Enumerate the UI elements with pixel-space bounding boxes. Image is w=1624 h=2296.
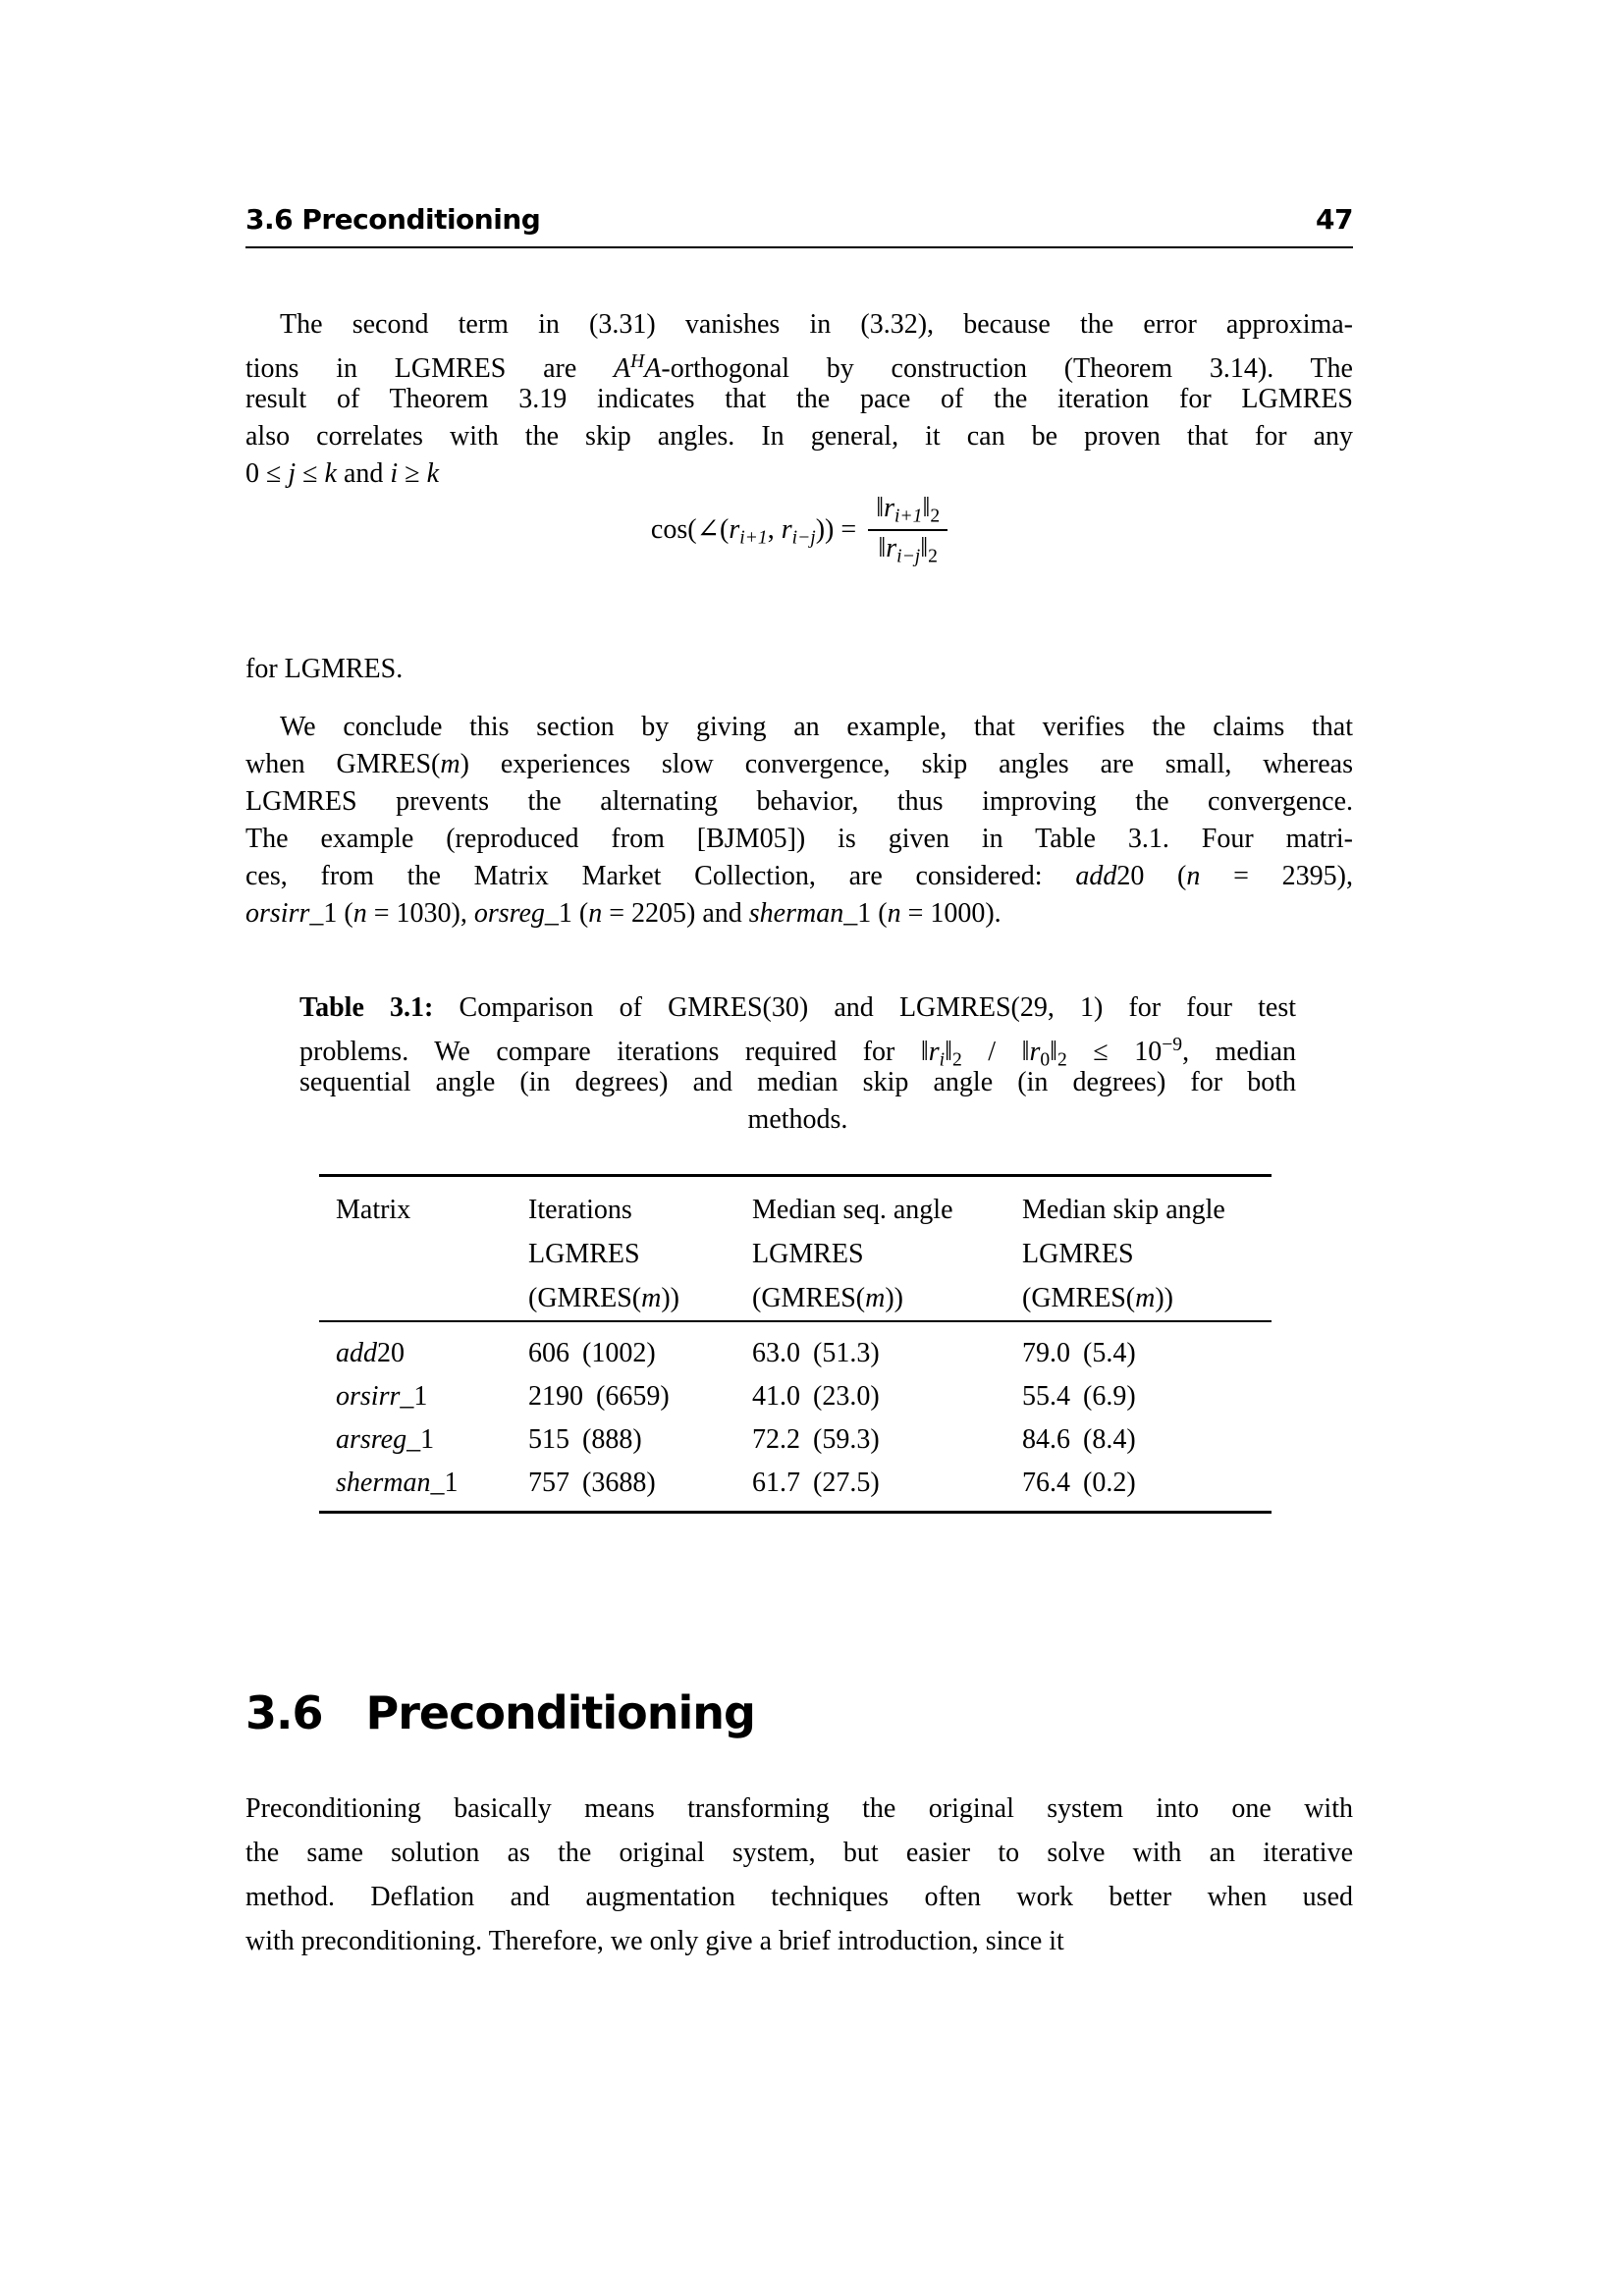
text-segment: The second term in (3.31) vanishes in (3.32), because the error approxima- <box>280 309 1353 340</box>
text-segment: r <box>884 493 894 523</box>
text-segment: LGMRES prevents the alternating behavior, thus improving the convergence. <box>245 786 1353 817</box>
value-cell <box>752 1462 1022 1505</box>
text-segment: n <box>887 898 901 929</box>
cell-value: 41.0 <box>752 1381 800 1412</box>
paragraph-intro <box>245 306 1353 493</box>
table-header-column <box>1022 1188 1272 1320</box>
text-segment: Comparison of GMRES(30) and LGMRES(29, 1) for four test <box>433 992 1296 1023</box>
text-segment: ≤ <box>296 458 325 489</box>
text-segment: i <box>390 458 399 489</box>
matrix-name-cell <box>319 1418 528 1462</box>
text-segment: the same solution as the original system, but easier to solve with an iterative <box>245 1838 1353 1868</box>
cell-value: 2190 <box>528 1381 583 1412</box>
running-header-page-number: 47 <box>1316 203 1353 236</box>
text-segment: = 2205) and <box>602 898 749 929</box>
text-segment: sherman <box>336 1468 431 1498</box>
cell-paren-value: (6.9) <box>1083 1381 1136 1412</box>
text-segment: n <box>1186 861 1201 891</box>
text-line <box>245 709 1353 746</box>
text-segment: _1 ( <box>309 898 353 929</box>
text-segment: r <box>886 533 897 564</box>
text-segment: / ‖ <box>961 1036 1030 1067</box>
text-segment: tions in LGMRES are <box>245 352 615 384</box>
text-segment: _1 <box>400 1381 428 1412</box>
cell-value: 757 <box>528 1468 569 1498</box>
text-segment: methods. <box>747 1104 848 1135</box>
equation-fraction <box>868 491 947 570</box>
text-segment: Iterations <box>528 1195 632 1225</box>
text-segment: sequential angle (in degrees) and median skip angle (in degrees) for both <box>299 1067 1296 1097</box>
text-line <box>245 895 1353 933</box>
table-header <box>319 1177 1272 1322</box>
text-line <box>245 1831 1353 1875</box>
for-lgmres-line: for LGMRES. <box>245 654 404 684</box>
text-segment: LGMRES <box>1022 1239 1134 1269</box>
table-3-1 <box>319 1174 1272 1514</box>
cell-value: 76.4 <box>1022 1468 1070 1498</box>
text-segment: j <box>288 458 297 489</box>
text-segment: )) <box>1155 1283 1174 1313</box>
text-segment: = 1030), <box>366 898 474 929</box>
equation-denominator <box>870 531 946 569</box>
text-segment: method. Deflation and augmentation techniques often work better when used <box>245 1882 1353 1912</box>
value-cell <box>528 1375 752 1418</box>
cell-paren-value: (27.5) <box>813 1468 880 1498</box>
value-cell <box>752 1418 1022 1462</box>
text-line <box>299 1101 1296 1139</box>
text-segment: i−j <box>896 546 921 567</box>
text-segment: We conclude this section by giving an example, that verifies the claims that <box>280 712 1353 742</box>
text-segment: ≤ 10 <box>1066 1036 1163 1067</box>
text-segment: 20 ( <box>1116 861 1187 891</box>
text-segment: k <box>324 458 337 489</box>
text-segment: with preconditioning. Therefore, we only give a brief introduction, since it <box>245 1926 1064 1956</box>
cell-paren-value: (1002) <box>582 1338 656 1368</box>
value-cell <box>528 1462 752 1505</box>
text-segment: 2 <box>1057 1049 1067 1071</box>
matrix-name-cell <box>319 1462 528 1505</box>
text-segment: ‖ <box>945 1036 952 1067</box>
text-segment: 2 <box>951 1049 962 1071</box>
text-segment: k <box>426 458 439 489</box>
text-segment: i <box>939 1049 946 1071</box>
text-segment: )) <box>661 1283 680 1313</box>
text-segment: _1 <box>406 1424 435 1455</box>
text-segment: = 2395), <box>1200 861 1353 891</box>
value-cell <box>752 1332 1022 1375</box>
text-segment: r <box>729 513 740 545</box>
table-header-line <box>528 1232 752 1276</box>
text-line <box>245 344 1353 384</box>
table-row <box>319 1462 1272 1505</box>
text-segment: also correlates with the skip angles. In general, it can be proven that for any <box>245 421 1353 452</box>
table-header-column <box>319 1188 528 1320</box>
text-segment: 0 <box>1040 1049 1051 1071</box>
text-segment: 0 ≤ <box>245 458 289 489</box>
text-segment: arsreg <box>336 1424 407 1455</box>
equation-numerator <box>868 491 947 529</box>
text-segment: result of Theorem 3.19 indicates that the pace of the iteration for LGMRES <box>245 384 1353 414</box>
text-segment: -orthogonal by construction (Theorem 3.14). The <box>661 352 1353 384</box>
text-line <box>245 746 1353 783</box>
cell-value: 55.4 <box>1022 1381 1070 1412</box>
value-cell <box>1022 1462 1272 1505</box>
text-line <box>245 1875 1353 1919</box>
paragraph-example <box>245 709 1353 933</box>
text-segment: Median skip angle <box>1022 1195 1225 1225</box>
table-caption <box>299 989 1296 1139</box>
text-segment: r <box>1029 1036 1041 1067</box>
text-line <box>299 989 1296 1027</box>
text-segment: (GMRES( <box>1022 1283 1136 1313</box>
value-cell <box>1022 1375 1272 1418</box>
text-segment: (GMRES( <box>752 1283 866 1313</box>
cell-paren-value: (5.4) <box>1083 1338 1136 1368</box>
text-segment: LGMRES <box>528 1239 640 1269</box>
text-segment: ‖ <box>876 493 885 523</box>
text-segment: , <box>767 513 782 545</box>
text-segment: i−j <box>791 527 816 549</box>
text-segment: 20 <box>377 1338 405 1368</box>
cell-paren-value: (23.0) <box>813 1381 880 1412</box>
running-header <box>245 203 1353 236</box>
text-segment: orsirr <box>245 898 310 929</box>
text-segment: m <box>865 1283 886 1313</box>
cell-paren-value: (6659) <box>596 1381 670 1412</box>
table-header-line <box>1022 1188 1272 1232</box>
text-segment: Preconditioning basically means transforming the original system into one with <box>245 1793 1353 1824</box>
table-row <box>319 1375 1272 1418</box>
text-line <box>245 306 1353 344</box>
cell-value: 515 <box>528 1424 569 1455</box>
text-segment: and <box>336 458 391 489</box>
table-body <box>319 1322 1272 1511</box>
text-segment: = 1000). <box>900 898 1001 929</box>
text-segment: orsirr <box>336 1381 401 1412</box>
text-segment: −9 <box>1162 1035 1183 1055</box>
text-segment: , median <box>1182 1036 1297 1067</box>
value-cell <box>1022 1418 1272 1462</box>
text-segment: m <box>641 1283 662 1313</box>
text-line <box>299 1064 1296 1101</box>
text-segment: _1 ( <box>843 898 888 929</box>
text-segment: n <box>352 898 367 929</box>
value-cell <box>528 1332 752 1375</box>
text-segment: ces, from the Matrix Market Collection, are considered: <box>245 861 1076 891</box>
table-header-line <box>528 1276 752 1320</box>
cell-paren-value: (59.3) <box>813 1424 880 1455</box>
text-segment: add <box>1075 861 1117 891</box>
text-segment: )) <box>885 1283 904 1313</box>
paragraph-preconditioning <box>245 1787 1353 1963</box>
text-segment: H <box>630 351 645 372</box>
text-line <box>245 858 1353 895</box>
cell-paren-value: (51.3) <box>813 1338 880 1368</box>
text-segment: The example (reproduced from [BJM05]) is given in Table 3.1. Four matri- <box>245 824 1353 854</box>
text-segment: m <box>440 749 460 779</box>
text-segment: ‖ <box>878 533 887 564</box>
cell-paren-value: (0.2) <box>1083 1468 1136 1498</box>
text-segment: add <box>336 1338 377 1368</box>
text-line <box>245 418 1353 455</box>
text-segment: m <box>1135 1283 1156 1313</box>
table-header-line <box>752 1232 1022 1276</box>
table-header-column <box>752 1188 1022 1320</box>
table-header-line <box>1022 1232 1272 1276</box>
text-segment: i+1 <box>739 527 768 549</box>
section-number: 3.6 <box>245 1686 323 1739</box>
text-segment: 2 <box>930 506 941 527</box>
text-segment: when GMRES( <box>245 749 441 779</box>
table-header-line <box>336 1188 528 1232</box>
text-segment: _1 <box>430 1468 459 1498</box>
text-segment: (GMRES( <box>528 1283 642 1313</box>
text-line <box>245 381 1353 418</box>
cell-value: 79.0 <box>1022 1338 1070 1368</box>
equation-skip-angle <box>245 491 1353 570</box>
section-heading <box>245 1686 755 1739</box>
text-segment: ‖ <box>1050 1036 1058 1067</box>
running-header-section: 3.6 Preconditioning <box>245 203 541 236</box>
text-segment: orsreg <box>473 898 545 929</box>
text-segment: r <box>781 513 792 545</box>
table-header-line <box>752 1188 1022 1232</box>
text-segment: ‖ <box>920 533 929 564</box>
text-line <box>245 1787 1353 1831</box>
text-line <box>299 1027 1297 1071</box>
cell-value: 63.0 <box>752 1338 800 1368</box>
text-segment: ) experiences slow convergence, skip angles are small, whereas <box>460 749 1353 779</box>
text-segment: n <box>588 898 603 929</box>
text-segment: _1 ( <box>544 898 589 929</box>
text-segment: i+1 <box>893 506 923 527</box>
cell-paren-value: (3688) <box>582 1468 656 1498</box>
cell-value: 61.7 <box>752 1468 800 1498</box>
table-header-line <box>1022 1276 1272 1320</box>
text-segment: r <box>928 1036 940 1067</box>
text-line <box>245 783 1353 821</box>
text-segment: problems. We compare iterations required for ‖ <box>299 1036 929 1067</box>
text-segment: Matrix <box>336 1195 411 1225</box>
cell-value: 84.6 <box>1022 1424 1070 1455</box>
cell-value: 72.2 <box>752 1424 800 1455</box>
text-line <box>245 821 1353 858</box>
value-cell <box>1022 1332 1272 1375</box>
text-line <box>245 1919 1353 1963</box>
matrix-name-cell <box>319 1332 528 1375</box>
table-header-line <box>528 1188 752 1232</box>
text-segment: A <box>644 352 662 384</box>
equation-lhs <box>651 512 856 549</box>
text-segment: ‖ <box>922 493 931 523</box>
text-segment: 2 <box>928 546 938 567</box>
text-segment: Median seq. angle <box>752 1195 953 1225</box>
text-segment: ≥ <box>398 458 427 489</box>
text-segment: cos(∠( <box>650 513 730 545</box>
text-segment: sherman <box>748 898 844 929</box>
cell-paren-value: (8.4) <box>1083 1424 1136 1455</box>
text-segment: LGMRES <box>752 1239 864 1269</box>
table-row <box>319 1418 1272 1462</box>
text-line <box>245 455 1353 493</box>
text-segment: )) = <box>815 513 857 545</box>
cell-paren-value: (888) <box>582 1424 642 1455</box>
table-header-line <box>752 1276 1022 1320</box>
text-segment: A <box>614 352 631 384</box>
table-header-column <box>528 1188 752 1320</box>
matrix-name-cell <box>319 1375 528 1418</box>
value-cell <box>752 1375 1022 1418</box>
table-row <box>319 1332 1272 1375</box>
text-segment: Table 3.1: <box>299 992 434 1023</box>
cell-value: 606 <box>528 1338 569 1368</box>
section-title: Preconditioning <box>365 1686 755 1739</box>
header-rule <box>245 246 1353 248</box>
value-cell <box>528 1418 752 1462</box>
